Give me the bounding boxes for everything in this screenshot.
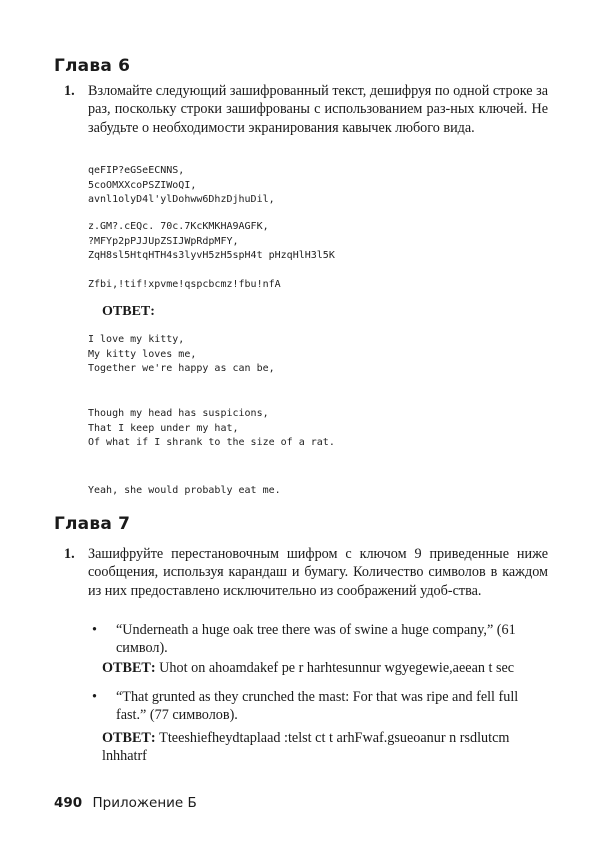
answer-line	[102, 659, 548, 677]
bullet-text: “Underneath a huge oak tree there was of swine a huge company,” (61 символ).	[116, 622, 516, 657]
list-item	[92, 621, 548, 658]
page-footer	[54, 795, 197, 811]
answer-block-1: I love my kitty, My kitty loves me, Together we're happy as can be,	[88, 334, 275, 375]
ciphertext-block-3: Zfbi,!tif!xpvme!qspcbcmz!fbu!nfA	[88, 279, 281, 290]
chapter-6-heading: Глава 6	[54, 56, 131, 76]
page-number: 490	[54, 795, 83, 811]
section-title: Приложение Б	[92, 795, 197, 811]
answer-label: ОТВЕТ:	[102, 730, 156, 746]
bullet-icon: •	[92, 689, 97, 705]
answer-text: Tteeshiefheydtaplaad :telst ct t arhFwaf.gsueoanur n rsdlutcm lnhhatrf	[102, 730, 510, 765]
exercise-number: 1.	[64, 83, 75, 99]
list-item	[92, 688, 548, 725]
exercise-text: Зашифруйте перестановочным шифром с ключом 9 приведенные ниже сообщения, используя карандаш и бумагу. Количество символов в каждом из них предоставлено исключительно из соображений удоб-ства.	[88, 546, 548, 599]
answer-label: ОТВЕТ:	[102, 660, 156, 676]
ciphertext-block-2: z.GM?.cEQc. 70c.7KcKMKHA9AGFK, ?MFYp2pPJJUpZSIJWpRdpMFY, ZqH8sl5HtqHTH4s3lyvH5zH5spH4t pHzqHlH3l5K	[88, 221, 335, 262]
answer-line	[102, 729, 548, 766]
answer-block-2: Though my head has suspicions, That I keep under my hat, Of what if I shrank to the size of a rat.	[88, 408, 335, 449]
bullet-icon: •	[92, 622, 97, 638]
chapter-6-exercise	[64, 82, 548, 137]
exercise-text: Взломайте следующий зашифрованный текст, дешифруя по одной строке за раз, поскольку строки зашифрованы с использованием раз-ных ключей. Не забудьте о необходимости экранирования кавычек любого вида.	[88, 83, 548, 136]
bullet-text: “That grunted as they crunched the mast: For that was ripe and fell full fast.” (77 символов).	[116, 689, 519, 724]
answer-text: Uhot on ahoamdakef pe r harhtesunnur wgyegewie,aeean t sec	[155, 660, 515, 676]
answer-block-3: Yeah, she would probably eat me.	[88, 485, 281, 496]
ciphertext-block-1: qeFIP?eGSeECNNS, 5coOMXXcoPSZIWoQI, avnl1olyD4l'ylDohww6DhzDjhuDil,	[88, 165, 275, 206]
answer-label: ОТВЕТ:	[102, 304, 155, 319]
exercise-number: 1.	[64, 546, 75, 562]
chapter-7-exercise	[64, 545, 548, 600]
chapter-7-heading: Глава 7	[54, 514, 131, 534]
